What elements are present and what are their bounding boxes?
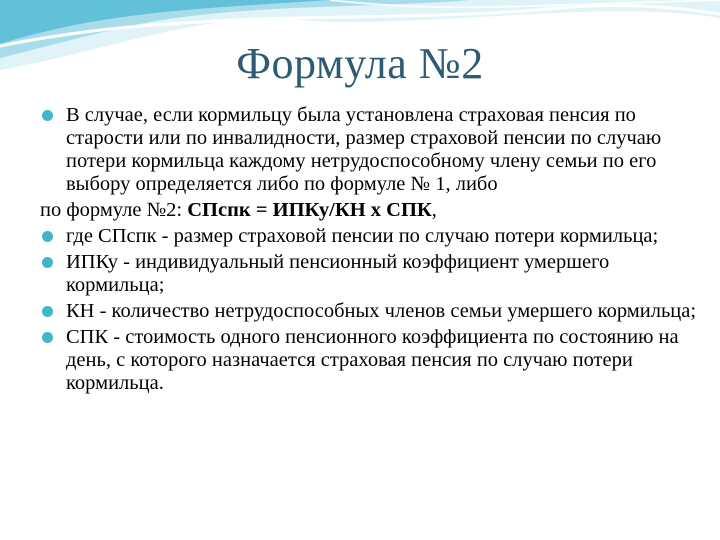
list-item-definition [40,326,708,395]
list-item-definition [40,251,708,297]
bullet-icon [42,257,53,268]
intro-text: В случае, если кормильцу была установлена страховая пенсия по старости или по инвалидности, размер страховой пенсии по случаю потери кормильца каждому нетрудоспособному члену семьи по его выбору определяется либо по формуле № 1, либо [66,104,662,195]
formula: СПспк = ИПКу/КН х СПК [187,199,432,221]
bullet-icon [42,231,53,242]
list-item-definition [40,300,708,323]
list-item-intro [40,104,708,196]
bullet-icon [42,332,53,343]
definition-text: где СПспк - размер страховой пенсии по случаю потери кормильца; [66,225,659,247]
definition-text: КН - количество нетрудоспособных членов семьи умершего кормильца; [66,300,697,322]
definition-text: СПК - стоимость одного пенсионного коэффициента по состоянию на день, с которого назначается страховая пенсия по случаю потери кормильца. [66,326,679,394]
formula-line [40,199,708,222]
slide-title: Формула №2 [236,39,484,88]
formula-prefix: по формуле №2: [40,199,188,221]
list-item-definition [40,225,708,248]
formula-suffix: , [431,199,437,221]
definition-text: ИПКу - индивидуальный пенсионный коэффициент умершего кормильца; [66,251,610,296]
slide-body [40,104,708,398]
bullet-icon [42,306,53,317]
bullet-icon [42,110,53,121]
